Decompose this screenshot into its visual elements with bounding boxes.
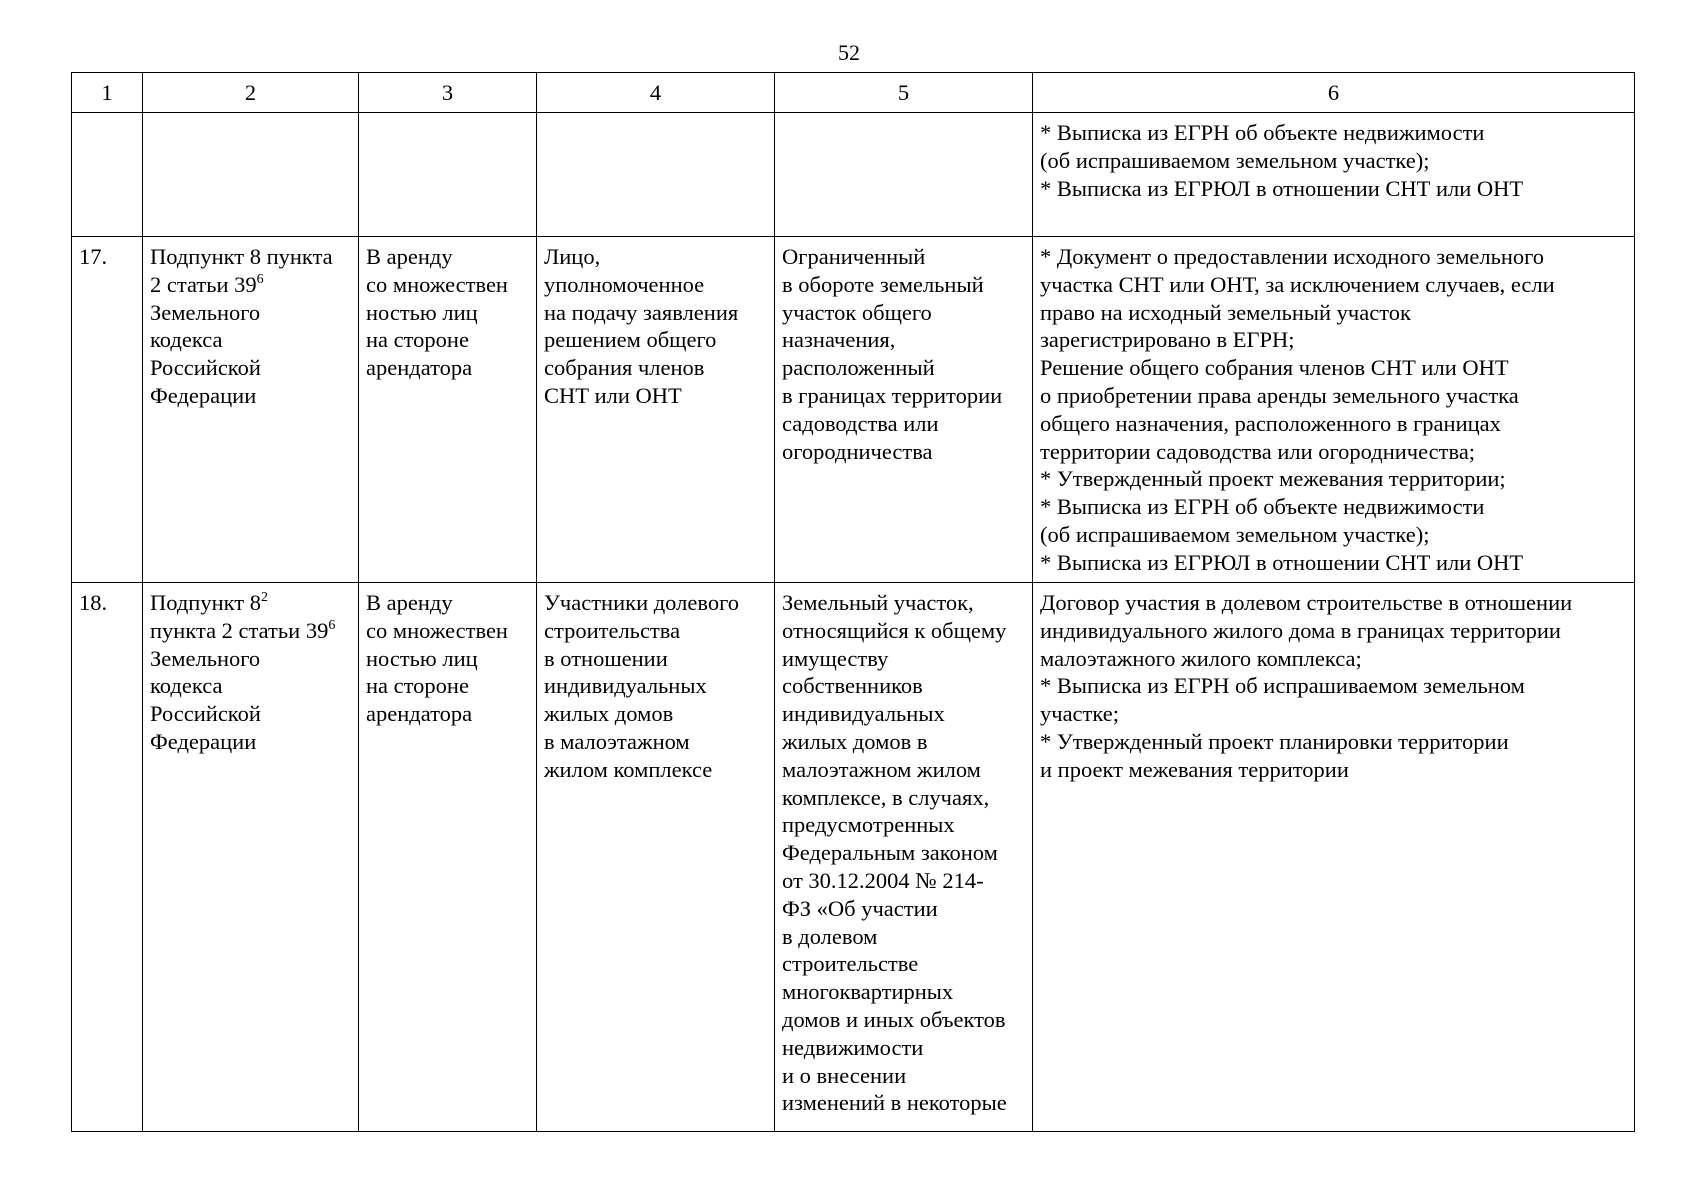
text-line: индивидуальных bbox=[782, 701, 945, 727]
text-line: кодекса bbox=[150, 327, 223, 353]
superscript: 2 bbox=[260, 590, 268, 605]
cell-applicant bbox=[537, 583, 775, 1132]
text-line: территории садоводства или огородничества; bbox=[1040, 438, 1476, 464]
text-line: огородничества bbox=[782, 438, 933, 464]
text-line: * Выписка из ЕГРН об испрашиваемом земельном bbox=[1040, 673, 1525, 699]
row-number: 17. bbox=[72, 237, 143, 583]
header-col-2: 2 bbox=[143, 73, 359, 113]
cell-empty bbox=[775, 113, 1033, 237]
text-line: малоэтажного жилого комплекса; bbox=[1040, 645, 1362, 671]
cell-land-plot bbox=[775, 237, 1033, 583]
text-line: * Выписка из ЕГРЮЛ в отношении СНТ или ОНТ bbox=[1040, 175, 1524, 201]
text-line: кодекса bbox=[150, 673, 223, 699]
text-line: Подпункт 8 пункта bbox=[150, 244, 333, 269]
text-line: недвижимости bbox=[782, 1034, 924, 1060]
text-line: имуществу bbox=[782, 645, 889, 671]
cell-documents bbox=[1033, 113, 1635, 237]
text-line: в малоэтажном bbox=[544, 728, 690, 754]
text-line: относящийся к общему bbox=[782, 617, 1007, 643]
text-line: ФЗ «Об участии bbox=[782, 895, 938, 921]
text-line: жилом комплексе bbox=[544, 756, 713, 782]
text-line: (об испрашиваемом земельном участке); bbox=[1040, 521, 1430, 547]
text-line: строительстве bbox=[782, 951, 919, 977]
text-line: зарегистрировано в ЕГРН; bbox=[1040, 327, 1295, 353]
superscript: 6 bbox=[256, 271, 264, 287]
text-line: Земельный участок, bbox=[782, 590, 974, 615]
text-line: со множествен bbox=[366, 617, 508, 643]
text-fragment: Подпункт 8 bbox=[150, 590, 261, 615]
text-line: и о внесении bbox=[782, 1062, 907, 1088]
text-line: решением общего bbox=[544, 327, 717, 353]
text-line: о приобретении права аренды земельного участка bbox=[1040, 382, 1519, 408]
text-line: В аренду bbox=[366, 244, 453, 269]
text-line: (об испрашиваемом земельном участке); bbox=[1040, 147, 1430, 173]
header-col-1: 1 bbox=[72, 73, 143, 113]
text-line: * Выписка из ЕГРЮЛ в отношении СНТ или ОНТ bbox=[1040, 549, 1524, 575]
text-line: в отношении bbox=[544, 645, 668, 671]
text-line: СНТ или ОНТ bbox=[544, 382, 682, 408]
text-line: многоквартирных bbox=[782, 979, 954, 1005]
text-line: малоэтажном жилом bbox=[782, 756, 981, 782]
text-line: садоводства или bbox=[782, 410, 939, 436]
text-line: на стороне bbox=[366, 673, 469, 699]
text-line: в долевом bbox=[782, 923, 878, 949]
cell-empty bbox=[143, 113, 359, 237]
text-line: собственников bbox=[782, 673, 923, 699]
text-line: строительства bbox=[544, 617, 681, 643]
text-line: предусмотренных bbox=[782, 812, 955, 838]
text-line: Федеральным законом bbox=[782, 840, 998, 866]
text-line: * Выписка из ЕГРН об объекте недвижимости bbox=[1040, 494, 1485, 520]
text-line: домов и иных объектов bbox=[782, 1006, 1006, 1032]
header-col-6: 6 bbox=[1033, 73, 1635, 113]
text-line: участок общего bbox=[782, 299, 932, 325]
text-line: со множествен bbox=[366, 271, 508, 297]
cell-applicant bbox=[537, 237, 775, 583]
header-col-3: 3 bbox=[359, 73, 537, 113]
text-line: Решение общего собрания членов СНТ или ОНТ bbox=[1040, 355, 1509, 381]
text-fragment: 2 статьи 39 bbox=[150, 271, 257, 297]
cell-empty bbox=[359, 113, 537, 237]
cell-right-type bbox=[359, 237, 537, 583]
text-fragment: пункта 2 статьи 39 bbox=[150, 617, 329, 643]
text-line: ностью лиц bbox=[366, 645, 478, 671]
text-line: ностью лиц bbox=[366, 299, 478, 325]
text-line: арендатора bbox=[366, 355, 473, 381]
text-line: Лицо, bbox=[544, 244, 601, 269]
cell-empty bbox=[72, 113, 143, 237]
text-line: участка СНТ или ОНТ, за исключением случаев, если bbox=[1040, 271, 1555, 297]
text-line: индивидуального жилого дома в границах территории bbox=[1040, 617, 1561, 643]
text-line: жилых домов в bbox=[782, 728, 928, 754]
text-line: участке; bbox=[1040, 701, 1119, 727]
table-row-17 bbox=[72, 237, 1635, 583]
table-row-18 bbox=[72, 583, 1635, 1132]
text-line: * Утвержденный проект межевания территории; bbox=[1040, 466, 1506, 492]
text-line: Договор участия в долевом строительстве в отношении bbox=[1040, 590, 1573, 615]
text-line: от 30.12.2004 № 214- bbox=[782, 867, 984, 893]
text-line: в обороте земельный bbox=[782, 271, 984, 297]
header-col-4: 4 bbox=[537, 73, 775, 113]
text-line: Федерации bbox=[150, 382, 257, 408]
text-line: Земельного bbox=[150, 299, 261, 325]
text-line bbox=[150, 271, 352, 299]
header-col-5: 5 bbox=[775, 73, 1033, 113]
text-line: * Документ о предоставлении исходного земельного bbox=[1040, 244, 1545, 269]
cell-empty bbox=[537, 113, 775, 237]
text-line: Российской bbox=[150, 355, 261, 381]
text-line: * Утвержденный проект планировки территории bbox=[1040, 728, 1509, 754]
cell-legal-basis bbox=[143, 583, 359, 1132]
text-line: Земельного bbox=[150, 645, 261, 671]
cell-legal-basis bbox=[143, 237, 359, 583]
table-row-continuation bbox=[72, 113, 1635, 237]
text-line: арендатора bbox=[366, 701, 473, 727]
text-line: собрания членов bbox=[544, 355, 705, 381]
text-line: в границах территории bbox=[782, 382, 1003, 408]
text-line: Участники долевого bbox=[544, 590, 739, 615]
text-line bbox=[150, 617, 352, 645]
text-line: жилых домов bbox=[544, 701, 674, 727]
document-table bbox=[71, 72, 1635, 1132]
cell-right-type bbox=[359, 583, 537, 1132]
text-line: * Выписка из ЕГРН об объекте недвижимости bbox=[1040, 120, 1485, 145]
cell-documents bbox=[1033, 237, 1635, 583]
cell-land-plot bbox=[775, 583, 1033, 1132]
text-line bbox=[150, 589, 352, 617]
text-line: и проект межевания территории bbox=[1040, 756, 1349, 782]
text-line: расположенный bbox=[782, 355, 935, 381]
page-number: 52 bbox=[838, 40, 860, 65]
text-line: уполномоченное bbox=[544, 271, 705, 297]
cell-documents bbox=[1033, 583, 1635, 1132]
text-line: В аренду bbox=[366, 590, 453, 615]
text-line: индивидуальных bbox=[544, 673, 707, 699]
superscript: 6 bbox=[328, 617, 336, 633]
text-line: право на исходный земельный участок bbox=[1040, 299, 1411, 325]
table-header-row bbox=[72, 73, 1635, 113]
text-line: общего назначения, расположенного в границах bbox=[1040, 410, 1501, 436]
text-line: Федерации bbox=[150, 728, 257, 754]
text-line: Ограниченный bbox=[782, 244, 926, 269]
text-line: комплексе, в случаях, bbox=[782, 784, 990, 810]
text-line: на стороне bbox=[366, 327, 469, 353]
text-line: на подачу заявления bbox=[544, 299, 739, 325]
row-number: 18. bbox=[72, 583, 143, 1132]
text-line: назначения, bbox=[782, 327, 896, 353]
text-line: Российской bbox=[150, 701, 261, 727]
text-line: изменений в некоторые bbox=[782, 1090, 1007, 1116]
